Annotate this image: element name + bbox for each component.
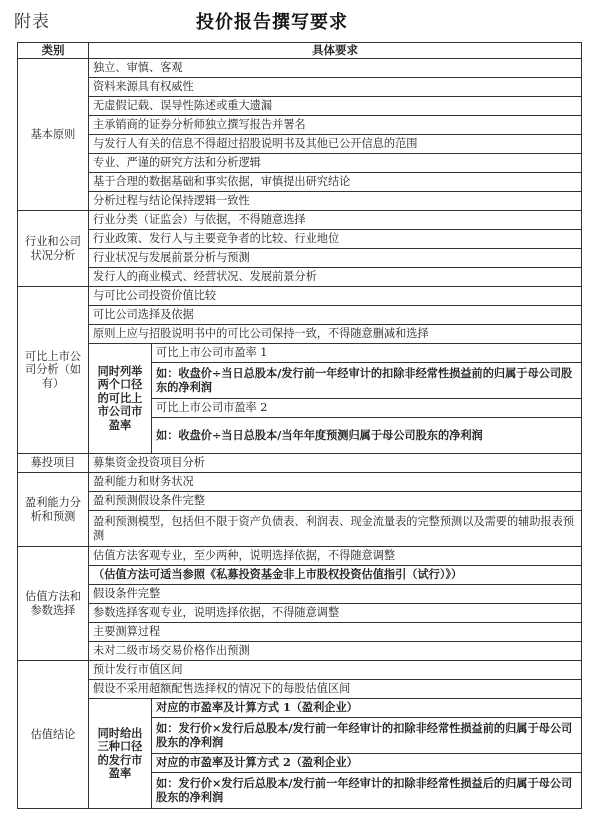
table-row [18, 306, 582, 325]
requirement-item: 基于合理的数据基础和事实依据，审慎提出研究结论 [89, 173, 582, 192]
requirement-item: 假设不采用超额配售选择权的情况下的每股估值区间 [89, 680, 582, 699]
requirement-item: 发行人的商业模式、经营状况、发展前景分析 [89, 268, 582, 287]
requirement-item: （估值方法可适当参照《私募投资基金非上市股权投资估值指引（试行）》） [89, 566, 582, 585]
requirement-item: 专业、严谨的研究方法和分析逻辑 [89, 154, 582, 173]
requirement-item: 盈利预测模型，包括但不限于资产负债表、利润表、现金流量表的完整预测以及需要的辅助报表预测 [89, 511, 582, 547]
table-row [18, 249, 582, 268]
table-row [18, 623, 582, 642]
category-valuation-method: 估值方法和参数选择 [18, 547, 89, 661]
table-row [18, 454, 582, 473]
requirement-item: 行业分类（证监会）与依据，不得随意选择 [89, 211, 582, 230]
requirement-item: 行业政策、发行人与主要竞争者的比较、行业地位 [89, 230, 582, 249]
requirement-item: 与发行人有关的信息不得超过招股说明书及其他已公开信息的范围 [89, 135, 582, 154]
requirement-item: 可比上市公司市盈率 2 [152, 399, 582, 418]
requirements-table [17, 42, 582, 809]
table-row [18, 135, 582, 154]
requirement-item: 对应的市盈率及计算方式 2（盈利企业） [152, 754, 582, 773]
table-row [18, 661, 582, 680]
table-row [18, 116, 582, 135]
table-row [18, 59, 582, 78]
table-row [18, 287, 582, 306]
requirement-item: 如：发行价×发行后总股本/发行前一年经审计的扣除非经常性损益后的归属于母公司股东的净利润 [152, 773, 582, 809]
requirement-item: 参数选择客观专业，说明选择依据，不得随意调整 [89, 604, 582, 623]
requirement-item: 对应的市盈率及计算方式 1（盈利企业） [152, 699, 582, 718]
requirement-item: 预计发行市值区间 [89, 661, 582, 680]
table-row [18, 511, 582, 547]
table-row [18, 78, 582, 97]
category-project: 募投项目 [18, 454, 89, 473]
requirement-item: 主承销商的证券分析师独立撰写报告并署名 [89, 116, 582, 135]
table-row [18, 192, 582, 211]
table-header-row [18, 43, 582, 59]
table-row [18, 547, 582, 566]
table-row [18, 492, 582, 511]
table-row [18, 699, 582, 718]
requirement-item: 募集资金投资项目分析 [89, 454, 582, 473]
table-row [18, 97, 582, 116]
table-row [18, 325, 582, 344]
requirement-item: 无虚假记载、误导性陈述或重大遗漏 [89, 97, 582, 116]
page-title: 投价报告撰写要求 [196, 12, 348, 33]
header-category: 类别 [18, 43, 89, 59]
table-row [18, 680, 582, 699]
category-industry: 行业和公司状况分析 [18, 211, 89, 287]
table-row [18, 604, 582, 623]
requirement-item: 资料来源具有权威性 [89, 78, 582, 97]
requirement-item: 可比公司选择及依据 [89, 306, 582, 325]
table-row [18, 585, 582, 604]
requirement-item: 主要测算过程 [89, 623, 582, 642]
comparable-sub-label: 同时列举两个口径的可比上市公司市盈率 [89, 344, 152, 454]
requirement-item: 盈利预测假设条件完整 [89, 492, 582, 511]
requirement-item: 估值方法客观专业，至少两种，说明选择依据，不得随意调整 [89, 547, 582, 566]
table-row [18, 642, 582, 661]
category-conclusion: 估值结论 [18, 661, 89, 809]
category-basic: 基本原则 [18, 59, 89, 211]
table-row [18, 566, 582, 585]
conclusion-sub-label: 同时给出三种口径的发行市盈率 [89, 699, 152, 809]
table-row [18, 473, 582, 492]
requirement-item: 分析过程与结论保持逻辑一致性 [89, 192, 582, 211]
table-row [18, 268, 582, 287]
requirement-item: 如：发行价×发行后总股本/发行前一年经审计的扣除非经常性损益前的归属于母公司股东的净利润 [152, 718, 582, 754]
requirement-item: 行业状况与发展前景分析与预测 [89, 249, 582, 268]
table-row [18, 211, 582, 230]
requirement-item: 原则上应与招股说明书中的可比公司保持一致，不得随意删减和选择 [89, 325, 582, 344]
requirement-item: 与可比公司投资价值比较 [89, 287, 582, 306]
requirement-item: 如：收盘价÷当日总股本/当年年度预测归属于母公司股东的净利润 [152, 418, 582, 454]
table-row [18, 230, 582, 249]
requirement-item: 假设条件完整 [89, 585, 582, 604]
table-row [18, 344, 582, 363]
requirement-item: 未对二级市场交易价格作出预测 [89, 642, 582, 661]
requirement-item: 独立、审慎、客观 [89, 59, 582, 78]
appendix-label: 附表 [14, 12, 50, 32]
header-requirements: 具体要求 [89, 43, 582, 59]
requirement-item: 盈利能力和财务状况 [89, 473, 582, 492]
requirement-item: 可比上市公司市盈率 1 [152, 344, 582, 363]
requirement-item: 如：收盘价÷当日总股本/发行前一年经审计的扣除非经常性损益前的归属于母公司股东的净利润 [152, 363, 582, 399]
category-comparable: 可比上市公司分析（如有） [18, 287, 89, 454]
table-row [18, 154, 582, 173]
category-profit: 盈利能力分析和预测 [18, 473, 89, 547]
table-row [18, 173, 582, 192]
